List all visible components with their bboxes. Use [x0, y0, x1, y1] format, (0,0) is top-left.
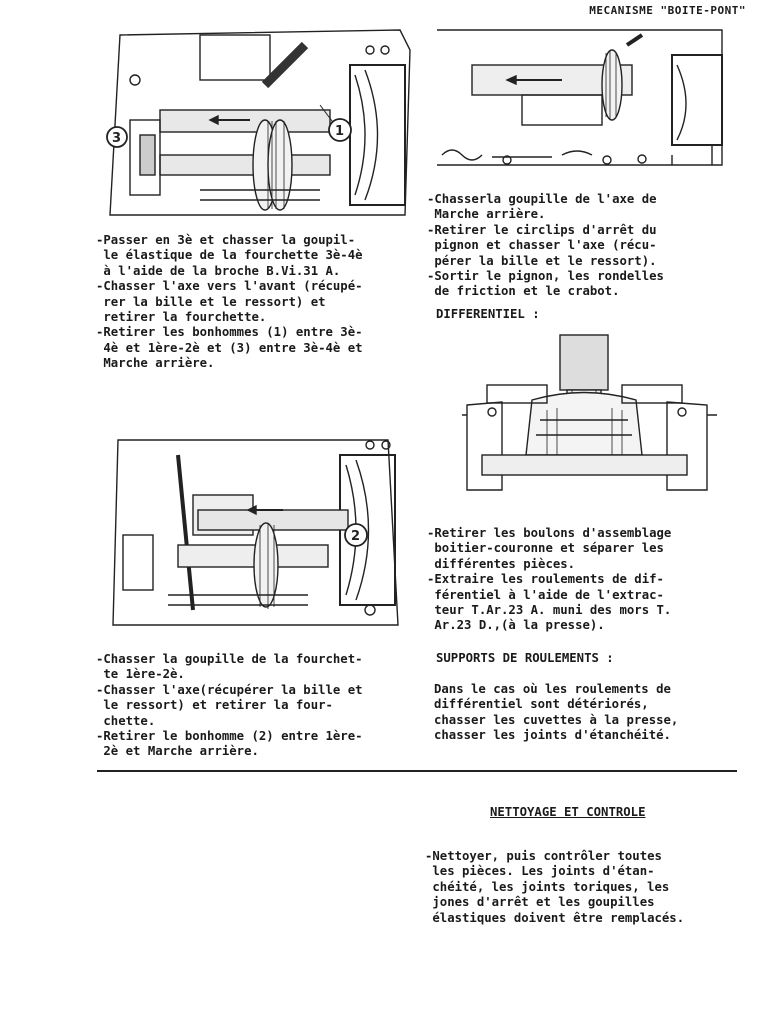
callout-1: 1 [335, 124, 345, 139]
instructions-first-second-fork: -Chasser la goupille de la fourchet- te 1ère-2è. -Chasser l'axe(récupérer la bille et le ressort) et retirer la four- chette. -Retirer le bonhomme (2) entre 1ère- 2è et Marche arrière. [96, 652, 363, 759]
heading-supports-roulements: SUPPORTS DE ROULEMENTS : [436, 651, 614, 665]
callout-3: 3 [112, 131, 122, 146]
heading-differentiel: DIFFERENTIEL : [436, 307, 540, 321]
figure-fork-first-second [108, 435, 408, 630]
figure-gearbox-forks [100, 25, 425, 220]
instructions-reverse-gear: -Chasserla goupille de l'axe de Marche arrière. -Retirer le circlips d'arrêt du pignon et chasser l'axe (récu- pérer la bille et le ressort). -Sortir le pignon, les rondelles de friction et le crabot. [427, 192, 664, 299]
heading-nettoyage-controle: NETTOYAGE ET CONTROLE [490, 805, 646, 819]
instructions-third-fourth-fork: -Passer en 3è et chasser la goupil- le élastique de la fourchette 3è-4è à l'aide de la broche B.Vi.31 A. -Chasser l'axe vers l'avant (récupé- rer la bille et le ressort) et retirer la fourchette. -Retirer les bonhommes (1) entre 3è- 4è et 1ère-2è et (3) entre 3è-4è et Marche arrière. [96, 233, 363, 371]
figure-reverse-pinion [432, 25, 732, 185]
figure-differential-press [462, 330, 717, 500]
callout-2: 2 [351, 529, 361, 544]
instructions-differentiel: -Retirer les boulons d'assemblage boitier-couronne et séparer les différentes pièces. -Extraire les roulements de dif- férentiel à l'aide de l'extrac- teur T.Ar.23 A. muni des mors T. Ar.23 D.,(à la presse). [427, 526, 672, 633]
page-header: MECANISME "BOITE-PONT" [589, 4, 746, 17]
instructions-nettoyage: -Nettoyer, puis contrôler toutes les pièces. Les joints d'étan- chéité, les joints toriques, les jones d'arrêt et les goupilles élastiques doivent être remplacés. [425, 849, 685, 925]
instructions-supports-roulements: Dans le cas où les roulements de différentiel sont détériorés, chasser les cuvettes à la presse, chasser les joints d'étanchéité. [434, 682, 679, 743]
section-divider [97, 770, 737, 772]
